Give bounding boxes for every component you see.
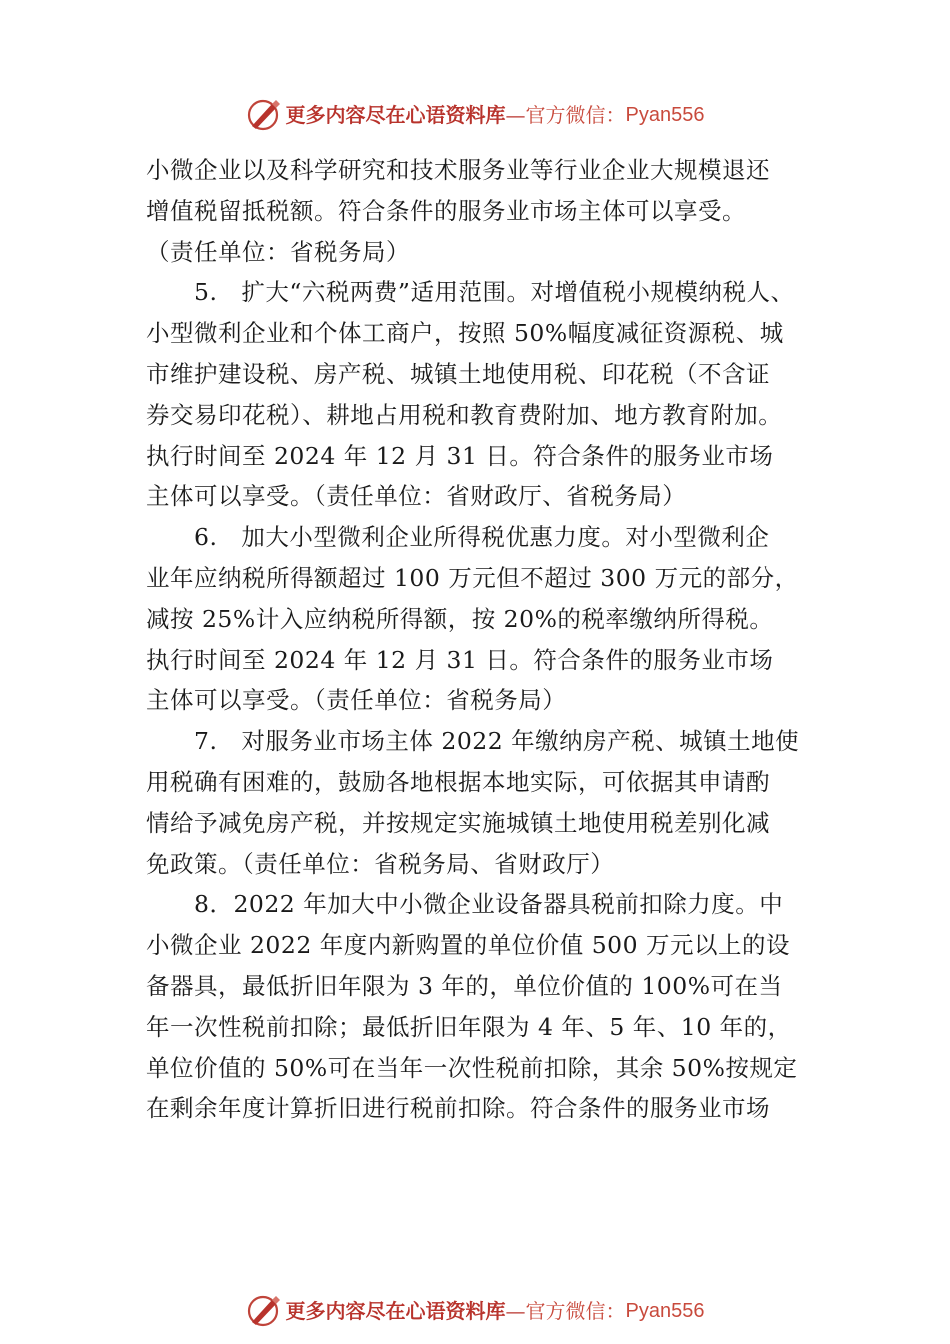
- text-line: 5. 扩大“六税两费”适用范围。对增值税小规模纳税人、: [146, 278, 795, 307]
- text-line: 减按 25%计入应纳税所得额，按 20%的税率缴纳所得税。: [146, 604, 774, 633]
- footer-wechat-label: 官方微信：: [525, 1299, 626, 1323]
- text-line: 备器具，最低折旧年限为 3 年的，单位价值的 100%可在当: [146, 971, 783, 1000]
- text-line: 7. 对服务业市场主体 2022 年缴纳房产税、城镇土地使: [146, 727, 800, 756]
- pen-logo-icon: [246, 1294, 282, 1328]
- header-banner: [0, 98, 950, 132]
- header-wechat-id: Pyan556: [625, 104, 705, 126]
- text-line: 业年应纳税所得额超过 100 万元但不超过 300 万元的部分，: [146, 563, 799, 592]
- text-line: 小微企业 2022 年度内新购置的单位价值 500 万元以上的设: [146, 931, 791, 960]
- text-line: 增值税留抵税额。符合条件的服务业市场主体可以享受。: [146, 196, 746, 225]
- text-line: 8．2022 年加大中小微企业设备器具税前扣除力度。中: [146, 890, 784, 919]
- text-line: 市维护建设税、房产税、城镇土地使用税、印花税（不含证: [146, 359, 770, 388]
- header-dash: —: [505, 103, 526, 127]
- text-line: （责任单位：省税务局）: [146, 237, 410, 266]
- text-line: 在剩余年度计算折旧进行税前扣除。符合条件的服务业市场: [146, 1094, 770, 1123]
- text-line: 小微企业以及科学研究和技术服务业等行业企业大规模退还: [146, 156, 770, 184]
- text-line: 主体可以享受。（责任单位：省财政厅、省税务局）: [146, 482, 687, 511]
- text-line: 用税确有困难的，鼓励各地根据本地实际，可依据其申请酌: [146, 767, 770, 796]
- text-line: 执行时间至 2024 年 12 月 31 日。符合条件的服务业市场: [146, 645, 774, 674]
- text-line: 主体可以享受。（责任单位：省税务局）: [146, 686, 567, 715]
- pen-logo-icon: [246, 98, 282, 132]
- text-line: 单位价值的 50%可在当年一次性税前扣除，其余 50%按规定: [146, 1053, 798, 1082]
- document-body: [146, 150, 806, 1129]
- footer-banner: [0, 1294, 950, 1328]
- text-line: 年一次性税前扣除；最低折旧年限为 4 年、5 年、10 年的，: [146, 1012, 792, 1041]
- footer-dash: —: [505, 1299, 526, 1323]
- header-wechat-label: 官方微信：: [525, 103, 626, 127]
- text-line: 券交易印花税）、耕地占用税和教育费附加、地方教育附加。: [146, 400, 783, 429]
- footer-wechat-id: Pyan556: [625, 1300, 705, 1322]
- text-line: 执行时间至 2024 年 12 月 31 日。符合条件的服务业市场: [146, 441, 774, 470]
- text-line: 免政策。（责任单位：省税务局、省财政厅）: [146, 849, 615, 878]
- footer-site-name: 更多内容尽在心语资料库: [285, 1299, 506, 1323]
- text-line: 小型微利企业和个体工商户，按照 50%幅度减征资源税、城: [146, 319, 784, 348]
- text-line: 6. 加大小型微利企业所得税优惠力度。对小型微利企: [146, 523, 770, 552]
- text-line: 情给予减免房产税，并按规定实施城镇土地使用税差别化减: [146, 808, 770, 837]
- header-site-name: 更多内容尽在心语资料库: [285, 103, 506, 127]
